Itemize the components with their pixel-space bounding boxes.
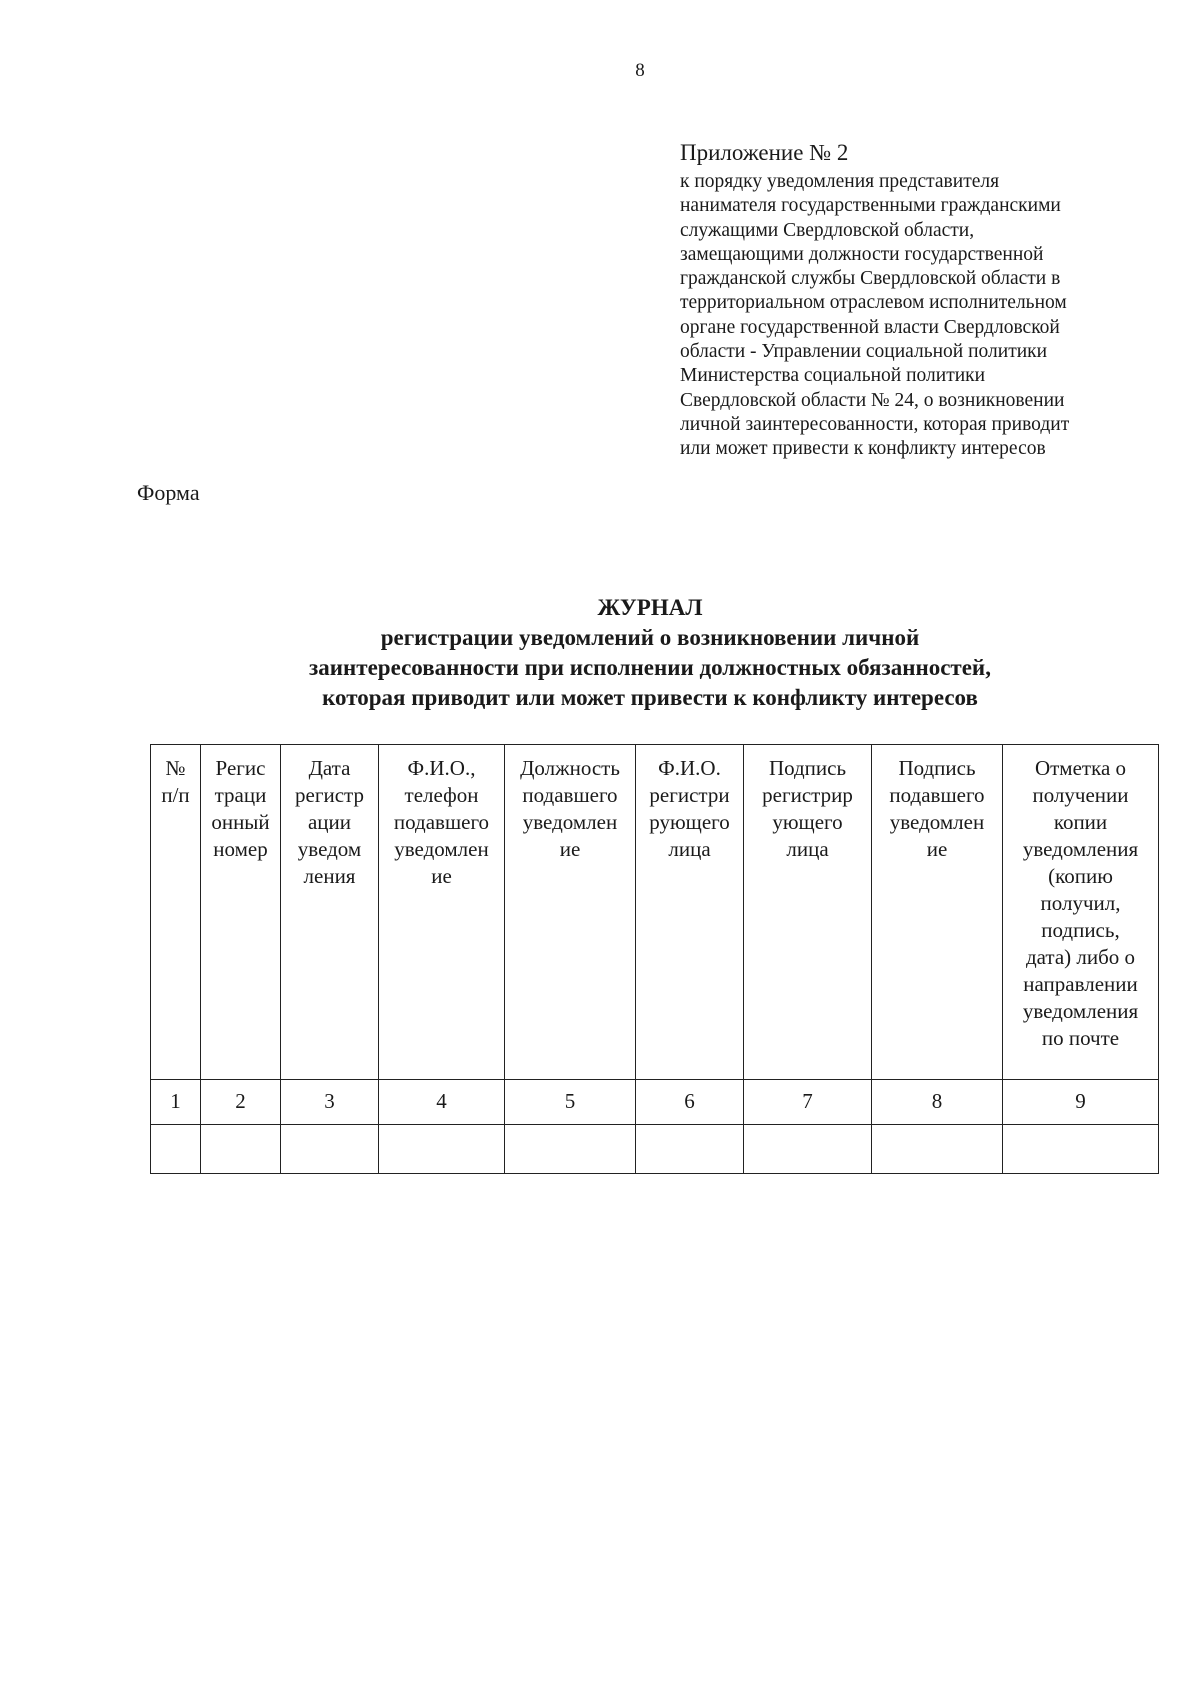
- table-column-number-row: [151, 1080, 1159, 1125]
- header-cell-registration-number: Регис траци онный номер: [201, 745, 281, 1080]
- table-header-row: [151, 745, 1159, 1080]
- form-label: Форма: [137, 480, 200, 505]
- column-number-cell: 1: [151, 1080, 201, 1125]
- header-cell-registrar-name: Ф.И.О. регистри рующего лица: [636, 745, 744, 1080]
- appendix-line: личной заинтересованности, которая приводит: [680, 413, 1070, 435]
- appendix-line: Свердловской области № 24, о возникновении: [680, 389, 1065, 411]
- appendix-line: гражданской службы Свердловской области в: [680, 268, 1061, 290]
- page-number: 8: [635, 60, 645, 81]
- appendix-line: замещающими должности государственной: [680, 243, 1044, 265]
- column-number-cell: 7: [744, 1080, 872, 1125]
- journal-subtitle-line: которая приводит или может привести к конфликту интересов: [322, 685, 978, 710]
- empty-cell: [636, 1125, 744, 1174]
- journal-heading: [150, 593, 1150, 713]
- appendix-line: к порядку уведомления представителя: [680, 171, 1000, 192]
- empty-cell: [1003, 1125, 1159, 1174]
- empty-cell: [281, 1125, 379, 1174]
- appendix-line: или может привести к конфликту интересов: [680, 438, 1046, 460]
- appendix-block: [680, 138, 1140, 462]
- appendix-line: нанимателя государственными гражданскими: [680, 195, 1061, 217]
- appendix-text: [680, 170, 1140, 462]
- header-cell-registration-date: Дата регистр ации уведом ления: [281, 745, 379, 1080]
- header-cell-number: № п/п: [151, 745, 201, 1080]
- journal-subtitle-line: заинтересованности при исполнении должностных обязанностей,: [309, 655, 991, 680]
- empty-cell: [744, 1125, 872, 1174]
- appendix-line: области - Управлении социальной политики: [680, 341, 1048, 363]
- appendix-title: Приложение № 2: [680, 140, 849, 165]
- journal-title: ЖУРНАЛ: [597, 595, 703, 620]
- column-number-cell: 6: [636, 1080, 744, 1125]
- empty-cell: [872, 1125, 1003, 1174]
- journal-subtitle-line: регистрации уведомлений о возникновении личной: [380, 625, 920, 650]
- header-cell-submitter-position: Должность подавшего уведомлен ие: [505, 745, 636, 1080]
- header-cell-submitter-name-phone: Ф.И.О., телефон подавшего уведомлен ие: [379, 745, 505, 1080]
- empty-cell: [151, 1125, 201, 1174]
- appendix-line: Министерства социальной политики: [680, 365, 986, 387]
- table-empty-row: [151, 1125, 1159, 1174]
- empty-cell: [379, 1125, 505, 1174]
- appendix-line: органе государственной власти Свердловской: [680, 316, 1060, 338]
- header-cell-copy-receipt-mark: Отметка о получении копии уведомления (копию получил, подпись, дата) либо о направлении уведомления по почте: [1003, 745, 1159, 1080]
- journal-table: [150, 744, 1159, 1174]
- column-number-cell: 9: [1003, 1080, 1159, 1125]
- column-number-cell: 8: [872, 1080, 1003, 1125]
- header-cell-registrar-signature: Подпись регистрир ующего лица: [744, 745, 872, 1080]
- appendix-line: территориальном отраслевом исполнительном: [680, 292, 1067, 314]
- column-number-cell: 2: [201, 1080, 281, 1125]
- empty-cell: [505, 1125, 636, 1174]
- header-cell-submitter-signature: Подпись подавшего уведомлен ие: [872, 745, 1003, 1080]
- empty-cell: [201, 1125, 281, 1174]
- appendix-line: служащими Свердловской области,: [680, 219, 975, 241]
- column-number-cell: 4: [379, 1080, 505, 1125]
- column-number-cell: 5: [505, 1080, 636, 1125]
- column-number-cell: 3: [281, 1080, 379, 1125]
